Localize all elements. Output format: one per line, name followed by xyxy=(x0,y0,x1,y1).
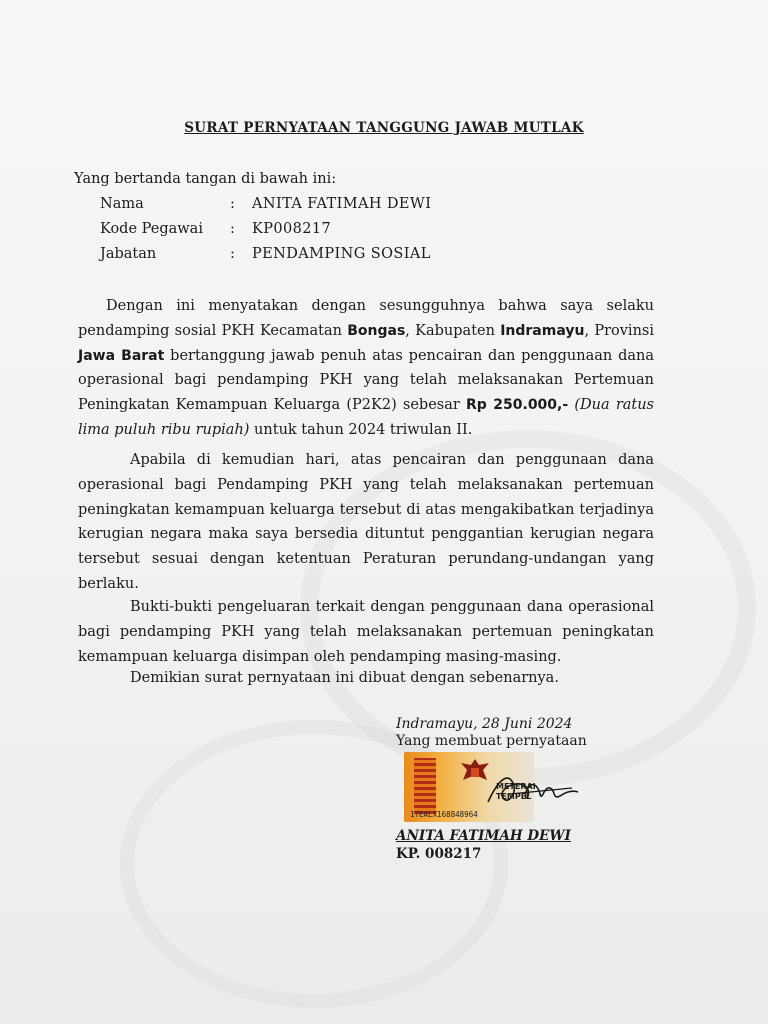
identity-separator: : xyxy=(230,196,235,212)
identity-value: KP008217 xyxy=(252,221,332,237)
stamp-serial: 17EALX168848964 xyxy=(410,810,478,819)
paragraph-line: Jawa Barat bertanggung jawab penuh atas pencairan dan penggunaan dana xyxy=(78,347,654,364)
paragraph-line: peningkatan kemampuan keluarga tersebut di atas mengakibatkan terjadinya xyxy=(78,501,654,518)
identity-value: PENDAMPING SOSIAL xyxy=(252,246,431,262)
paragraph-line: Bukti-bukti pengeluaran terkait dengan penggunaan dana operasional xyxy=(130,599,654,615)
handwritten-signature xyxy=(480,766,580,816)
signer-name: ANITA FATIMAH DEWI xyxy=(396,828,571,844)
intro-text: Yang bertanda tangan di bawah ini: xyxy=(74,171,337,187)
signer-id: KP. 008217 xyxy=(396,846,482,862)
paragraph-line: pendamping sosial PKH Kecamatan Bongas, Kabupaten Indramayu, Provinsi xyxy=(78,322,654,339)
paragraph-line: tersebut sesuai dengan ketentuan Peraturan perundang-undangan yang xyxy=(78,551,654,568)
identity-separator: : xyxy=(230,221,235,237)
identity-row-name xyxy=(100,196,431,212)
paragraph-line: bagi pendamping PKH yang telah melaksanakan pertemuan peningkatan xyxy=(78,623,654,640)
identity-value: ANITA FATIMAH DEWI xyxy=(252,196,432,212)
paragraph-liability xyxy=(78,448,654,597)
identity-separator: : xyxy=(230,246,235,262)
paragraph-line: Demikian surat pernyataan ini dibuat dengan sebenarnya. xyxy=(130,670,559,686)
signature-block xyxy=(396,716,587,749)
identity-label: Jabatan xyxy=(100,246,157,262)
paragraph-line: lima puluh ribu rupiah) untuk tahun 2024 triwulan II. xyxy=(78,421,473,438)
document-title: SURAT PERNYATAAN TANGGUNG JAWAB MUTLAK xyxy=(184,120,584,136)
stamp-value-strip xyxy=(414,758,436,814)
identity-row-code xyxy=(100,221,331,237)
identity-row-position xyxy=(100,246,431,262)
paragraph-closing xyxy=(78,666,654,691)
identity-label: Kode Pegawai xyxy=(100,221,203,237)
place-date: Indramayu, 28 Juni 2024 xyxy=(396,716,573,732)
stamp-label: METERAI TEMPEL xyxy=(496,782,536,801)
paragraph-statement xyxy=(78,294,654,443)
paragraph-line: Dengan ini menyatakan dengan sesungguhnya bahwa saya selaku xyxy=(106,298,654,314)
paragraph-line: kemampuan keluarga disimpan oleh pendamping masing-masing. xyxy=(78,648,562,665)
paragraph-line: operasional bagi Pendamping PKH yang telah melaksanakan pertemuan xyxy=(78,476,654,493)
paragraph-line: Apabila di kemudian hari, atas pencairan dan penggunaan dana xyxy=(130,452,654,468)
paragraph-line: operasional bagi pendamping PKH yang telah melaksanakan Pertemuan xyxy=(78,372,654,389)
paragraph-line: Peningkatan Kemampuan Keluarga (P2K2) sebesar Rp 250.000,- (Dua ratus xyxy=(78,397,654,414)
identity-label: Nama xyxy=(100,196,144,212)
paragraph-line: berlaku. xyxy=(78,575,139,592)
maker-label: Yang membuat pernyataan xyxy=(396,733,587,749)
paragraph-evidence xyxy=(78,595,654,669)
paragraph-line: kerugian negara maka saya bersedia dituntut penggantian kerugian negara xyxy=(78,526,654,543)
